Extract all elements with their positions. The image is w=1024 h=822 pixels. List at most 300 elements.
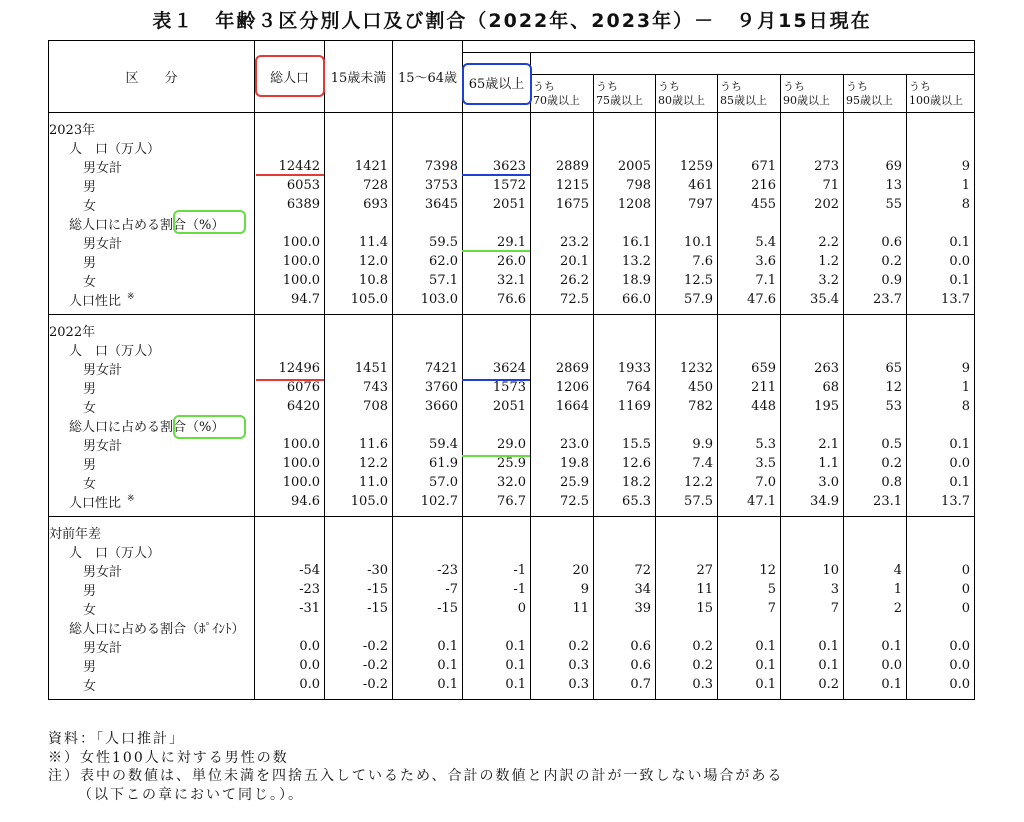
table-cell xyxy=(531,523,594,542)
section-pop-header-row xyxy=(49,340,975,359)
table-cell: 7398 xyxy=(393,157,463,176)
table-cell: 0.1 xyxy=(844,675,907,694)
row-label xyxy=(49,340,255,359)
table-cell: 764 xyxy=(594,378,656,397)
table-cell: 94.6 xyxy=(255,492,325,511)
row-label-text: 人 口（万人） xyxy=(69,141,161,157)
table-cell: 5 xyxy=(718,580,781,599)
table-cell: 0.3 xyxy=(531,675,594,694)
table-cell: 0.1 xyxy=(393,656,463,675)
table-cell xyxy=(463,321,531,340)
table-cell: 0.0 xyxy=(907,656,975,675)
table-cell xyxy=(781,618,844,637)
row-label xyxy=(49,378,255,397)
table-cell xyxy=(255,119,325,138)
table-cell: -23 xyxy=(255,580,325,599)
table-cell: 32.1 xyxy=(463,271,531,290)
table-cell xyxy=(656,340,718,359)
table-cell: 35.4 xyxy=(781,290,844,309)
table-cell: -23 xyxy=(393,561,463,580)
table-cell: 100.0 xyxy=(255,435,325,454)
table-cell: 3623 xyxy=(463,157,531,176)
table-cell: 26.0 xyxy=(463,252,531,271)
table-cell xyxy=(531,618,594,637)
row-label-text: 人 口（万人） xyxy=(69,545,161,561)
population-table xyxy=(48,40,975,700)
table-cell: 0.5 xyxy=(844,435,907,454)
table-cell xyxy=(844,523,907,542)
table-cell: 12 xyxy=(718,561,781,580)
table-cell: -30 xyxy=(325,561,393,580)
table-cell xyxy=(325,416,393,435)
row-label-text: 人口性比 xyxy=(69,293,122,309)
row-label xyxy=(49,599,255,618)
table-cell: 11 xyxy=(656,580,718,599)
table-cell: 0.3 xyxy=(531,656,594,675)
table-cell: 32.0 xyxy=(463,473,531,492)
table-cell xyxy=(781,138,844,157)
table-cell: 27 xyxy=(656,561,718,580)
table-cell xyxy=(393,416,463,435)
table-row xyxy=(49,561,975,580)
table-cell: 2051 xyxy=(463,195,531,214)
table-cell: 57.5 xyxy=(656,492,718,511)
row-label xyxy=(49,523,255,542)
table-row xyxy=(49,252,975,271)
table-cell: 0.8 xyxy=(844,473,907,492)
table-cell xyxy=(594,119,656,138)
table-cell: 65 xyxy=(844,359,907,378)
table-cell xyxy=(255,416,325,435)
table-cell: 7.0 xyxy=(718,473,781,492)
table-cell xyxy=(531,416,594,435)
table-cell: 13.7 xyxy=(907,492,975,511)
table-cell xyxy=(907,542,975,561)
table-cell xyxy=(255,340,325,359)
header-sub-label: 75歳以上 xyxy=(596,93,643,107)
table-cell xyxy=(463,523,531,542)
table-cell xyxy=(393,321,463,340)
table-cell xyxy=(781,416,844,435)
table-cell: 0.1 xyxy=(718,637,781,656)
table-cell: 0.6 xyxy=(594,637,656,656)
table-cell: 11.4 xyxy=(325,233,393,252)
table-cell xyxy=(594,321,656,340)
table-cell: 0.0 xyxy=(844,656,907,675)
header-sub-1 xyxy=(594,75,656,113)
diff-ratio-header-row xyxy=(49,618,975,637)
row-label-text: 男女計 xyxy=(83,438,123,454)
table-cell xyxy=(718,523,781,542)
table-cell xyxy=(656,214,718,233)
table-cell: 12.2 xyxy=(656,473,718,492)
header-sub-0 xyxy=(531,75,594,113)
table-cell: 2889 xyxy=(531,157,594,176)
table-cell: 6076 xyxy=(255,378,325,397)
table-cell: 3 xyxy=(781,580,844,599)
table-cell xyxy=(718,416,781,435)
table-row xyxy=(49,378,975,397)
row-label xyxy=(49,492,255,511)
table-cell xyxy=(781,694,844,700)
table-cell: 1215 xyxy=(531,176,594,195)
table-cell: 12 xyxy=(844,378,907,397)
table-cell: 4 xyxy=(844,561,907,580)
table-cell xyxy=(531,138,594,157)
table-cell: 25.9 xyxy=(463,454,531,473)
table-cell xyxy=(531,542,594,561)
table-cell: 0.1 xyxy=(907,435,975,454)
table-cell: 1169 xyxy=(594,397,656,416)
section-year-row xyxy=(49,119,975,138)
table-cell: 708 xyxy=(325,397,393,416)
table-cell: 273 xyxy=(781,157,844,176)
table-cell: 2.2 xyxy=(781,233,844,252)
table-cell xyxy=(718,340,781,359)
section-ratio-header-row xyxy=(49,416,975,435)
row-label xyxy=(49,675,255,694)
table-cell: 0.3 xyxy=(656,675,718,694)
header-15-64: 15～64歳 xyxy=(393,41,463,113)
table-cell: 5.4 xyxy=(718,233,781,252)
table-cell: 0.1 xyxy=(907,233,975,252)
table-cell xyxy=(907,523,975,542)
table-cell: 782 xyxy=(656,397,718,416)
table-cell: 20 xyxy=(531,561,594,580)
table-cell xyxy=(844,340,907,359)
note-rounding: 注）表中の数値は、単位未満を四捨五入しているため、合計の数値と内訳の計が一致しない場合がある xyxy=(48,768,784,784)
table-cell: 7421 xyxy=(393,359,463,378)
table-cell xyxy=(594,340,656,359)
table-cell xyxy=(656,119,718,138)
row-label xyxy=(49,618,255,637)
row-label-text: 2022年 xyxy=(49,324,96,340)
row-label-text: 人口性比 xyxy=(69,495,122,511)
table-cell: 10 xyxy=(781,561,844,580)
table-cell: 1 xyxy=(907,378,975,397)
row-label xyxy=(49,321,255,340)
table-cell xyxy=(255,523,325,542)
table-cell: 202 xyxy=(781,195,844,214)
table-cell xyxy=(255,618,325,637)
header-sub-prefix: うち xyxy=(783,79,805,93)
table-cell: 12.6 xyxy=(594,454,656,473)
table-cell: 47.1 xyxy=(718,492,781,511)
header-sub-label: 100歳以上 xyxy=(909,93,963,107)
table-cell xyxy=(656,694,718,700)
table-cell: 1421 xyxy=(325,157,393,176)
table-cell: 18.2 xyxy=(594,473,656,492)
table-cell: 10.8 xyxy=(325,271,393,290)
table-cell: 15.5 xyxy=(594,435,656,454)
table-cell: 1573 xyxy=(463,378,531,397)
table-cell: 11 xyxy=(531,599,594,618)
header-sub-label: 90歳以上 xyxy=(783,93,830,107)
table-cell: 0.1 xyxy=(844,637,907,656)
table-cell xyxy=(656,138,718,157)
table-cell: 2005 xyxy=(594,157,656,176)
table-cell xyxy=(463,416,531,435)
table-cell: 3.5 xyxy=(718,454,781,473)
table-cell xyxy=(255,138,325,157)
table-cell: 23.7 xyxy=(844,290,907,309)
table-cell: 195 xyxy=(781,397,844,416)
table-cell xyxy=(718,138,781,157)
row-label-text: 総人口に占める割合（%） xyxy=(69,419,225,435)
table-cell: 6389 xyxy=(255,195,325,214)
table-cell: 263 xyxy=(781,359,844,378)
table-cell: 0.0 xyxy=(255,675,325,694)
table-cell: 16.1 xyxy=(594,233,656,252)
table-cell xyxy=(594,138,656,157)
table-cell: 0.0 xyxy=(255,656,325,675)
table-cell: 743 xyxy=(325,378,393,397)
table-cell xyxy=(255,321,325,340)
table-cell: 0.6 xyxy=(594,656,656,675)
table-cell: 450 xyxy=(656,378,718,397)
table-cell: 1208 xyxy=(594,195,656,214)
table-cell: 1 xyxy=(907,176,975,195)
header-sub-prefix: うち xyxy=(846,79,868,93)
table-cell xyxy=(844,542,907,561)
table-cell xyxy=(531,119,594,138)
table-cell xyxy=(781,340,844,359)
row-label-text: 女 xyxy=(83,198,97,214)
table-cell xyxy=(325,523,393,542)
note-mark: ※ xyxy=(127,292,135,303)
table-cell xyxy=(325,214,393,233)
table-cell xyxy=(463,694,531,700)
table-cell xyxy=(907,321,975,340)
table-cell: 102.7 xyxy=(393,492,463,511)
page-title: 表１ 年齢３区分別人口及び割合（2022年、2023年）－ ９月15日現在 xyxy=(152,10,872,32)
row-label-text: 男 xyxy=(83,179,97,195)
table-cell: -1 xyxy=(463,580,531,599)
section-pop-header-row xyxy=(49,138,975,157)
table-cell: 12442 xyxy=(255,157,325,176)
row-label-text: 男 xyxy=(83,255,97,271)
header-sub-prefix: うち xyxy=(658,79,680,93)
row-label-text: 女 xyxy=(83,678,97,694)
row-label-text: 男女計 xyxy=(83,160,123,176)
table-cell: -7 xyxy=(393,580,463,599)
row-label-text: 女 xyxy=(83,400,97,416)
table-cell xyxy=(255,214,325,233)
table-cell: 57.9 xyxy=(656,290,718,309)
table-cell xyxy=(656,416,718,435)
row-label xyxy=(49,176,255,195)
table-cell: 59.5 xyxy=(393,233,463,252)
row-label-text: 総人口に占める割合（ﾎﾟｲﾝﾄ） xyxy=(69,621,245,637)
table-cell xyxy=(463,542,531,561)
table-cell: 3645 xyxy=(393,195,463,214)
table-cell xyxy=(255,694,325,700)
header-sub-label: 85歳以上 xyxy=(720,93,767,107)
table-cell: 105.0 xyxy=(325,492,393,511)
table-cell: 0.1 xyxy=(463,656,531,675)
table-cell xyxy=(393,214,463,233)
table-cell: -15 xyxy=(325,580,393,599)
row-label xyxy=(49,454,255,473)
table-cell: 798 xyxy=(594,176,656,195)
table-cell: 0.1 xyxy=(907,473,975,492)
row-label-text: 総人口に占める割合（%） xyxy=(69,217,225,233)
header-sub-2 xyxy=(656,75,718,113)
table-cell: 1.2 xyxy=(781,252,844,271)
table-cell: 7.1 xyxy=(718,271,781,290)
table-cell: 12.0 xyxy=(325,252,393,271)
table-cell xyxy=(531,340,594,359)
table-row xyxy=(49,675,975,694)
header-sub-prefix: うち xyxy=(720,79,742,93)
table-cell: 15 xyxy=(656,599,718,618)
table-cell: 9 xyxy=(531,580,594,599)
table-cell xyxy=(325,321,393,340)
table-row xyxy=(49,271,975,290)
table-cell: -31 xyxy=(255,599,325,618)
table-cell: 13 xyxy=(844,176,907,195)
diff-pop-header-row xyxy=(49,542,975,561)
diff-title-row xyxy=(49,523,975,542)
row-label-text: 男 xyxy=(83,457,97,473)
table-cell: 1206 xyxy=(531,378,594,397)
table-cell xyxy=(594,214,656,233)
table-cell xyxy=(393,694,463,700)
table-cell: 1572 xyxy=(463,176,531,195)
table-cell xyxy=(718,694,781,700)
table-cell xyxy=(781,321,844,340)
table-cell xyxy=(255,542,325,561)
table-cell: 13.2 xyxy=(594,252,656,271)
table-cell xyxy=(463,214,531,233)
table-cell: 9 xyxy=(907,157,975,176)
row-label-text: 女 xyxy=(83,476,97,492)
table-cell: 12.5 xyxy=(656,271,718,290)
table-cell: 76.6 xyxy=(463,290,531,309)
table-cell: 2 xyxy=(844,599,907,618)
table-cell: 100.0 xyxy=(255,252,325,271)
table-cell: 100.0 xyxy=(255,233,325,252)
table-cell xyxy=(393,340,463,359)
table-cell: 20.1 xyxy=(531,252,594,271)
header-sub-label: 95歳以上 xyxy=(846,93,893,107)
table-cell xyxy=(781,214,844,233)
table-cell: 72 xyxy=(594,561,656,580)
table-cell xyxy=(393,618,463,637)
table-cell: 0 xyxy=(907,599,975,618)
note-mark: ※ xyxy=(127,494,135,505)
table-cell: 3624 xyxy=(463,359,531,378)
row-label xyxy=(49,656,255,675)
table-row xyxy=(49,454,975,473)
table-cell: 0.2 xyxy=(656,637,718,656)
header-sub-label: 70歳以上 xyxy=(533,93,580,107)
table-cell: 34 xyxy=(594,580,656,599)
table-cell xyxy=(325,119,393,138)
table-cell: 3.0 xyxy=(781,473,844,492)
table-cell: 69 xyxy=(844,157,907,176)
table-row xyxy=(49,656,975,675)
table-cell xyxy=(531,214,594,233)
table-cell xyxy=(781,523,844,542)
table-cell: 68 xyxy=(781,378,844,397)
table-cell: 26.2 xyxy=(531,271,594,290)
row-label xyxy=(49,542,255,561)
table-cell: 3660 xyxy=(393,397,463,416)
table-cell: -15 xyxy=(325,599,393,618)
table-cell: 18.9 xyxy=(594,271,656,290)
table-cell xyxy=(718,321,781,340)
table-cell xyxy=(656,542,718,561)
table-cell xyxy=(907,416,975,435)
table-cell: 66.0 xyxy=(594,290,656,309)
table-cell xyxy=(907,119,975,138)
table-cell xyxy=(594,542,656,561)
table-cell: 9 xyxy=(907,359,975,378)
table-cell: 671 xyxy=(718,157,781,176)
table-row xyxy=(49,473,975,492)
table-cell xyxy=(656,618,718,637)
table-row xyxy=(49,359,975,378)
table-cell xyxy=(907,214,975,233)
table-cell: 3.2 xyxy=(781,271,844,290)
table-cell: 3760 xyxy=(393,378,463,397)
table-cell xyxy=(325,694,393,700)
table-cell: 0.9 xyxy=(844,271,907,290)
table-cell: 103.0 xyxy=(393,290,463,309)
table-cell: 105.0 xyxy=(325,290,393,309)
row-label xyxy=(49,138,255,157)
table-cell xyxy=(718,214,781,233)
table-cell: 6053 xyxy=(255,176,325,195)
table-cell: 12496 xyxy=(255,359,325,378)
table-cell: -1 xyxy=(463,561,531,580)
table-row xyxy=(49,195,975,214)
row-label-text: 男女計 xyxy=(83,362,123,378)
table-cell: 0.1 xyxy=(907,271,975,290)
header-sub-3 xyxy=(718,75,781,113)
header-sub-prefix: うち xyxy=(909,79,931,93)
table-cell xyxy=(325,340,393,359)
table-cell: 72.5 xyxy=(531,492,594,511)
table-cell: 0 xyxy=(907,580,975,599)
note-source: 資料：「人口推計」 xyxy=(48,731,185,747)
row-label-text: 対前年差 xyxy=(49,526,102,542)
table-cell: 6420 xyxy=(255,397,325,416)
table-cell: 10.1 xyxy=(656,233,718,252)
table-cell: 3.6 xyxy=(718,252,781,271)
table-cell: 0.2 xyxy=(844,252,907,271)
row-label-text: 女 xyxy=(83,274,97,290)
table-cell xyxy=(844,321,907,340)
row-label xyxy=(49,694,255,700)
table-cell: 11.0 xyxy=(325,473,393,492)
row-label xyxy=(49,359,255,378)
row-label-text: 男 xyxy=(83,659,97,675)
table-cell: 211 xyxy=(718,378,781,397)
table-cell xyxy=(325,542,393,561)
header-sub-4 xyxy=(781,75,844,113)
table-cell xyxy=(907,138,975,157)
section-spacer xyxy=(49,694,975,700)
table-cell: -0.2 xyxy=(325,637,393,656)
table-cell xyxy=(463,138,531,157)
table-cell: 2.1 xyxy=(781,435,844,454)
table-cell xyxy=(844,618,907,637)
table-row xyxy=(49,157,975,176)
table-cell xyxy=(393,523,463,542)
table-cell xyxy=(844,138,907,157)
